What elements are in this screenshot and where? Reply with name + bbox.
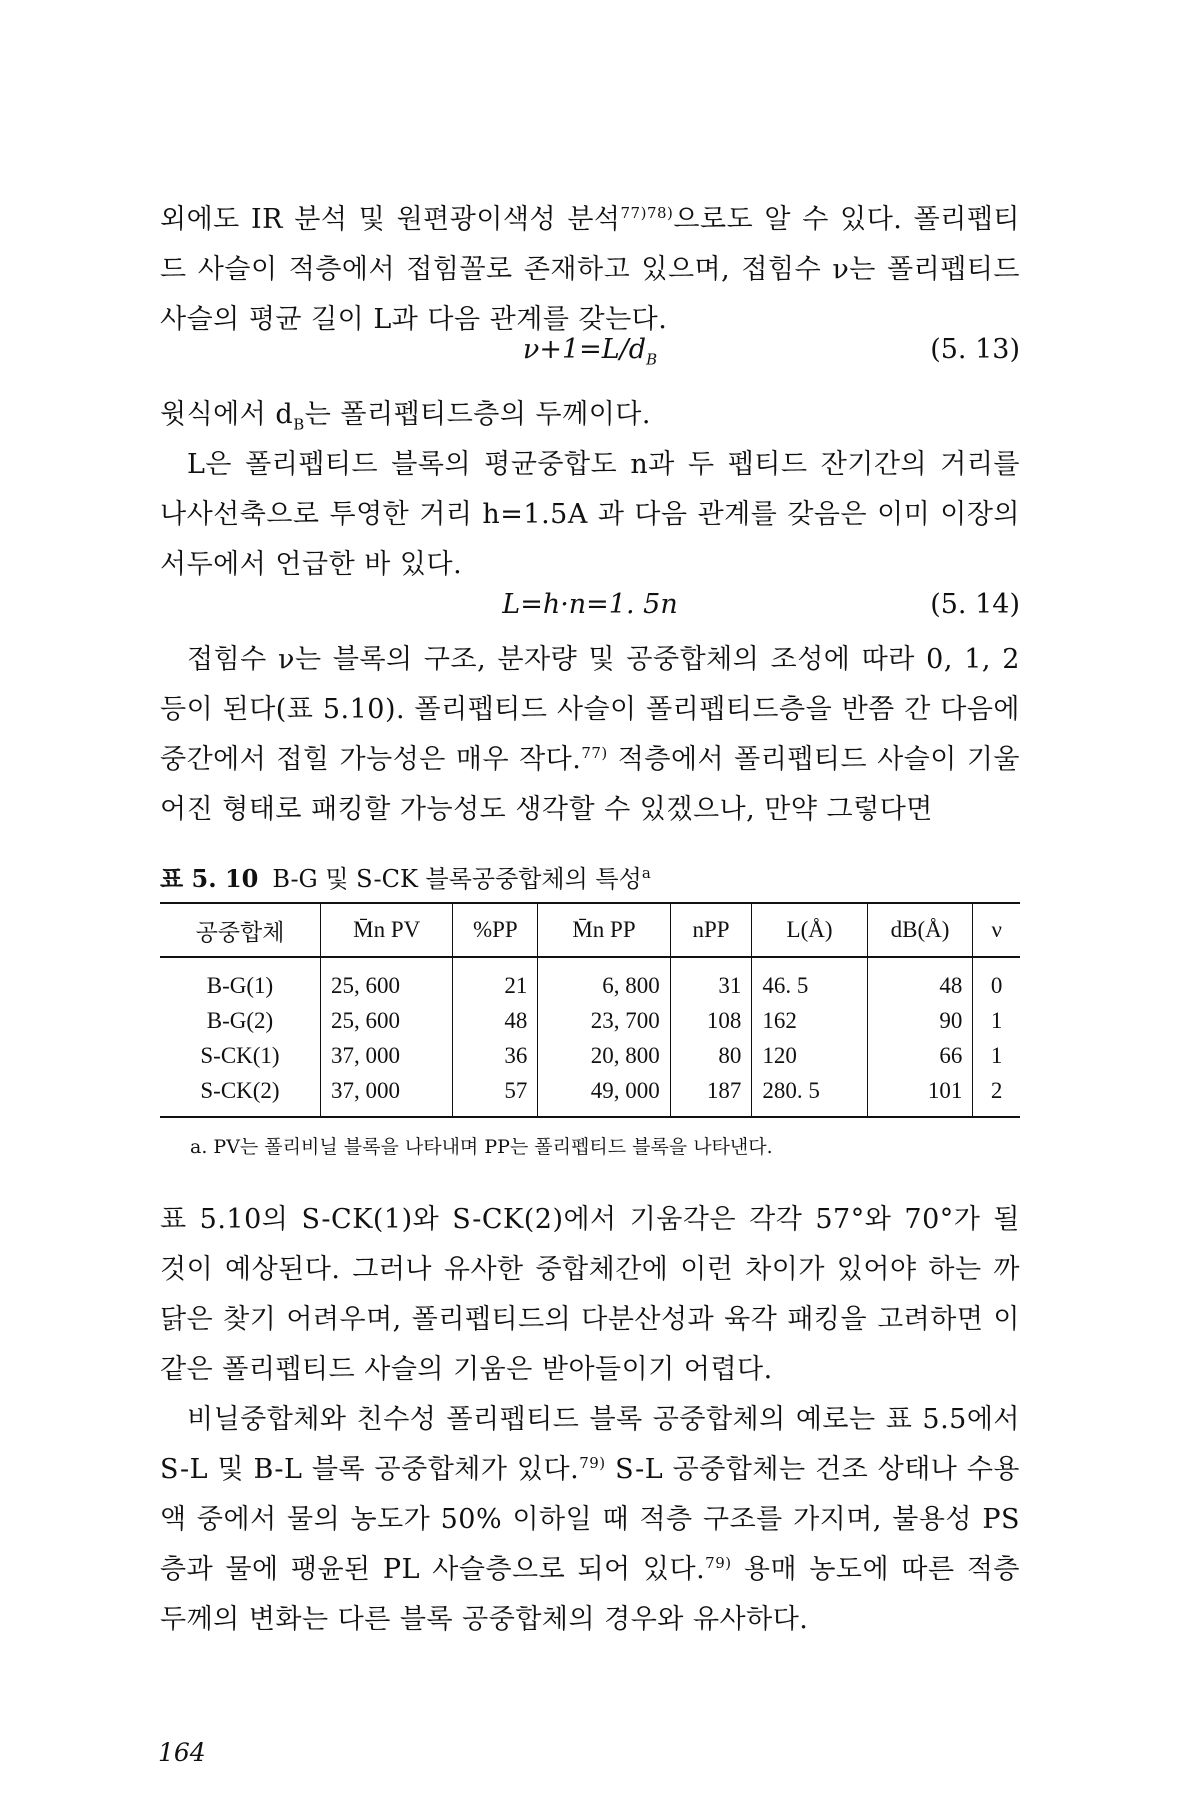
- table-row: [160, 1073, 1020, 1117]
- cell-mn-pp: 23, 700: [538, 1003, 670, 1038]
- equation-5-14-body: L=h·n=1. 5n: [502, 589, 678, 620]
- reference-77-78: 77)78): [620, 204, 674, 222]
- cell-pct-pp: 36: [453, 1038, 538, 1073]
- paragraph-4-rest: 적층에서 폴리펩티드 사슬이 기울어진 형태로 패킹할 가능성도 생각할 수 있겠으나, 만약 그렇다면: [160, 744, 1020, 825]
- cell-nu: 1: [973, 1003, 1020, 1038]
- cell-db: 90: [867, 1003, 973, 1038]
- header-npp: nPP: [670, 903, 752, 957]
- equation-5-13-sub: B: [646, 350, 658, 369]
- table-caption-number: 표 5. 10: [160, 864, 259, 893]
- cell-npp: 187: [670, 1073, 752, 1117]
- cell-npp: 31: [670, 957, 752, 1003]
- reference-79-b: 79): [705, 1554, 732, 1572]
- cell-pct-pp: 57: [453, 1073, 538, 1117]
- paragraph-2-sub: B: [293, 415, 305, 434]
- cell-mn-pv: 25, 600: [321, 1003, 453, 1038]
- cell-db: 101: [867, 1073, 973, 1117]
- paragraph-6-text: 비닐중합체와 친수성 폴리펩티드 블록 공중합체의 예로는 표 5.5에서 S-L 및 B-L 블록 공중합체가 있다.: [160, 1404, 1020, 1485]
- cell-name: S-CK(2): [200, 1077, 280, 1103]
- cell-pct-pp: 48: [453, 1003, 538, 1038]
- paragraph-6-rest: 용매 농도에 따른 적층 두께의 변화는 다른 블록 공중합체의 경우와 유사하다.: [160, 1554, 1020, 1635]
- header-pct-pp: %PP: [453, 903, 538, 957]
- cell-l: 162: [752, 1003, 867, 1038]
- equation-5-14-number: (5. 14): [930, 589, 1020, 620]
- paragraph-1: [160, 195, 1020, 345]
- header-mn-pp: M̄n PP: [538, 903, 670, 957]
- header-nu: ν: [973, 903, 1020, 957]
- paragraph-6-mid: S-L 공중합체는 건조 상태나 수용액 중에서 물의 농도가 50% 이하일 때 적층 구조를 가지며, 불용성 PS층과 물에 팽윤된 PL 사슬층으로 되어 있다.: [160, 1454, 1021, 1585]
- table-row: [160, 1038, 1020, 1073]
- paragraph-3-text: L은 폴리펩티드 블록의 평균중합도 n과 두 펩티드 잔기간의 거리를 나사선축으로 투영한 거리 h=1.5A 과 다음 관계를 갖음은 이미 이장의 서두에서 언급한 바 있다.: [160, 449, 1020, 580]
- cell-name: B-G(2): [206, 1007, 274, 1033]
- paragraph-5-text: 표 5.10의 S-CK(1)와 S-CK(2)에서 기움각은 각각 57°와 70°가 될 것이 예상된다. 그러나 유사한 중합체간에 이런 차이가 있어야 하는 까닭은 찾기 어려우며, 폴리펩티드의 다분산성과 육각 패킹을 고려하면 이 같은 폴리펩티드 사슬의 기움은 받아들이기 어렵다.: [160, 1204, 1020, 1385]
- cell-mn-pp: 49, 000: [538, 1073, 670, 1117]
- page-number: 164: [158, 1738, 206, 1767]
- properties-table: [160, 902, 1020, 1118]
- equation-5-13-lhs: ν+1=L/d: [522, 334, 647, 365]
- cell-db: 48: [867, 957, 973, 1003]
- paragraph-2-text: 윗식에서 d: [160, 399, 294, 430]
- header-mn-pv: M̄n PV: [321, 903, 453, 957]
- equation-5-14: [160, 580, 1020, 630]
- cell-db: 66: [867, 1038, 973, 1073]
- paragraph-6: [160, 1395, 1020, 1645]
- cell-npp: 108: [670, 1003, 752, 1038]
- cell-mn-pp: 20, 800: [538, 1038, 670, 1073]
- header-db: dB(Å): [867, 903, 973, 957]
- cell-nu: 1: [973, 1038, 1020, 1073]
- paragraph-1-rest: 으로도 알 수 있다. 폴리펩티드 사슬이 적층에서 접힘꼴로 존재하고 있으며, 접힘수 ν는 폴리펩티드 사슬의 평균 길이 L과 다음 관계를 갖는다.: [160, 204, 1020, 335]
- table-row: [160, 957, 1020, 1003]
- table-caption: [160, 862, 651, 896]
- cell-name: B-G(1): [206, 972, 274, 998]
- table-row: [160, 1003, 1020, 1038]
- cell-mn-pv: 37, 000: [321, 1038, 453, 1073]
- table-header-row: [160, 903, 1020, 957]
- paragraph-5: [160, 1195, 1020, 1395]
- cell-l: 46. 5: [752, 957, 867, 1003]
- cell-l: 280. 5: [752, 1073, 867, 1117]
- reference-79-a: 79): [579, 1454, 606, 1472]
- equation-5-13: [160, 325, 1020, 375]
- paragraph-3: [160, 440, 1020, 590]
- cell-name: S-CK(1): [200, 1042, 280, 1068]
- cell-mn-pp: 6, 800: [538, 957, 670, 1003]
- header-l: L(Å): [752, 903, 867, 957]
- equation-5-13-number: (5. 13): [930, 334, 1020, 365]
- table-footnote: a. PV는 폴리비닐 블록을 나타내며 PP는 폴리펩티드 블록을 나타낸다.: [190, 1136, 773, 1158]
- paragraph-2-rest: 는 폴리펩티드층의 두께이다.: [304, 399, 651, 430]
- cell-npp: 80: [670, 1038, 752, 1073]
- reference-77: 77): [581, 744, 608, 762]
- table-caption-text: B-G 및 S-CK 블록공중합체의 특성: [272, 865, 642, 893]
- cell-mn-pv: 37, 000: [321, 1073, 453, 1117]
- cell-nu: 0: [973, 957, 1020, 1003]
- paragraph-4: [160, 635, 1020, 835]
- paragraph-1-text: 외에도 IR 분석 및 원편광이색성 분석: [160, 204, 621, 235]
- paragraph-2: [160, 390, 1020, 440]
- table-caption-mark: a: [641, 864, 651, 882]
- cell-l: 120: [752, 1038, 867, 1073]
- header-copolymer: 공중합체: [195, 919, 285, 945]
- cell-pct-pp: 21: [453, 957, 538, 1003]
- cell-nu: 2: [973, 1073, 1020, 1117]
- cell-mn-pv: 25, 600: [321, 957, 453, 1003]
- paragraph-4-text: 접힘수 ν는 블록의 구조, 분자량 및 공중합체의 조성에 따라 0, 1, 2 등이 된다(표 5.10). 폴리펩티드 사슬이 폴리펩티드층을 반쯤 간 다음에 중간에서 접힐 가능성은 매우 작다.: [160, 644, 1020, 775]
